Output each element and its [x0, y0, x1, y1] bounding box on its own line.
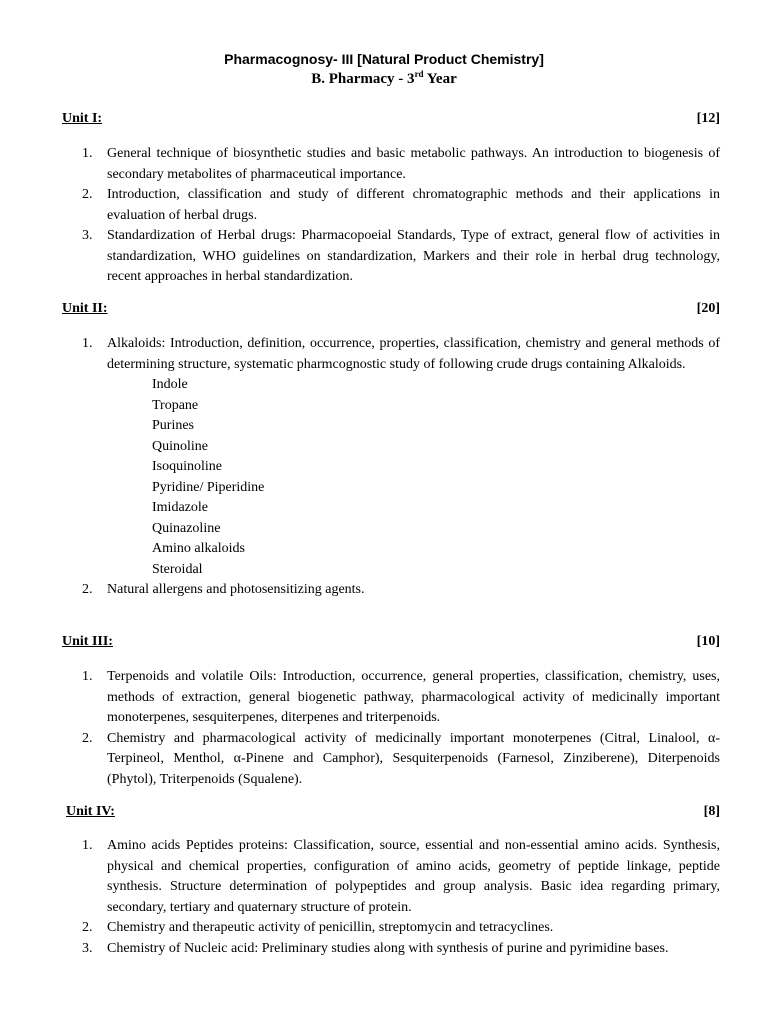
alkaloid-type: Amino alkaloids: [152, 541, 245, 556]
item-number: 2.: [82, 730, 93, 746]
item-number: 2.: [82, 582, 93, 597]
alkaloid-type: Pyridine/ Piperidine: [152, 479, 265, 495]
alkaloid-type: Purines: [152, 418, 194, 433]
item-number: 2.: [82, 187, 93, 202]
list-item: [62, 836, 720, 918]
subtitle-main: B. Pharmacy - 3: [311, 71, 415, 87]
subtitle-end: Year: [423, 71, 457, 87]
list-item: [62, 580, 720, 601]
alkaloid-type: Quinazoline: [152, 520, 221, 536]
list-item: [62, 939, 720, 960]
unit-3-section: [62, 633, 720, 790]
item-text: Alkaloids: Introduction, definition, occurrence, properties, classification, chemistry and general methods of determining structure, systematic pharmcognostic study of following crude drugs containing Alkaloids.: [107, 336, 720, 372]
item-text: Natural allergens and photosensitizing agents.: [107, 582, 365, 597]
item-number: 2.: [82, 920, 93, 935]
unit-hours: [12]: [696, 111, 720, 126]
alkaloid-type: Steroidal: [152, 561, 203, 577]
unit-3-heading: [62, 633, 720, 651]
list-item: [62, 334, 720, 580]
unit-2-section: [62, 300, 720, 601]
document-title: Pharmacognosy- III [Natural Product Chemistry]: [224, 51, 544, 67]
unit-4-section: [66, 803, 720, 959]
unit-1-heading: [62, 110, 720, 128]
unit-title: Unit I:: [62, 111, 103, 126]
unit-4-heading: [66, 803, 720, 821]
item-number: 1.: [82, 838, 93, 853]
alkaloid-type: Quinoline: [152, 438, 208, 454]
alkaloid-type: Isoquinoline: [152, 459, 222, 474]
unit-hours: [8]: [703, 804, 720, 819]
list-item: [62, 667, 720, 729]
alkaloid-types-list: [107, 375, 720, 580]
unit-1-section: [62, 110, 720, 288]
item-text: Introduction, classification and study of different chromatographic methods and their applications in evaluation of herbal drugs.: [107, 187, 720, 223]
item-number: 1.: [82, 146, 93, 161]
list-item: [62, 185, 720, 226]
list-item: [62, 226, 720, 288]
alkaloid-type: Imidazole: [152, 500, 208, 515]
item-text: Standardization of Herbal drugs: Pharmacopoeial Standards, Type of extract, general flow of activities in standardization, WHO guidelines on standardization, Markers and their role in herbal drug technology, recent approaches in herbal standardization.: [107, 228, 720, 284]
list-item: [62, 918, 720, 939]
item-number: 3.: [82, 228, 93, 243]
item-text: Chemistry and pharmacological activity of medicinally important monoterpenes (Citral, Linalool, α-Terpineol, Menthol, α-Pinene and Camphor), Sesquiterpenoids (Farnesol, Zinziberene), Diterpenoids (Phytol), Triterpenoids (Squalene).: [107, 730, 720, 787]
alkaloid-type: Indole: [152, 377, 188, 392]
unit-title: Unit III:: [62, 634, 113, 649]
unit-4-list: [62, 836, 720, 959]
unit-1-list: [62, 144, 720, 288]
item-text: Amino acids Peptides proteins: Classification, source, essential and non-essential amino acids. Synthesis, physical and chemical properties, configuration of amino acids, geometry of peptide linkage, peptide synthesis. Structure determination of polypeptides and group analysis. Basic idea regarding primary, secondary, tertiary and quaternary structure of protein.: [107, 838, 720, 915]
unit-2-heading: [62, 300, 720, 318]
item-number: 1.: [82, 336, 93, 351]
item-number: 1.: [82, 669, 93, 684]
unit-2-list: [62, 334, 720, 601]
unit-title: Unit II:: [62, 301, 108, 316]
unit-3-list: [62, 667, 720, 790]
item-text: Terpenoids and volatile Oils: Introduction, occurrence, general properties, classification, chemistry, uses, methods of extraction, general biogenetic pathway, pharmacological activity of medicinally important monoterpenes, sesquiterpenes, diterpenes and triterpenoids.: [107, 669, 720, 725]
unit-hours: [20]: [696, 301, 720, 316]
document-header: [0, 50, 768, 90]
document-subtitle: [0, 68, 768, 90]
item-text: Chemistry of Nucleic acid: Preliminary studies along with synthesis of purine and pyrimidine bases.: [107, 940, 669, 956]
item-text: General technique of biosynthetic studies and basic metabolic pathways. An introduction to biogenesis of secondary metabolites of pharmaceutical importance.: [107, 146, 720, 182]
list-item: [62, 729, 720, 791]
unit-title: Unit IV:: [66, 804, 115, 819]
subtitle-superscript: rd: [414, 69, 424, 79]
alkaloid-type: Tropane: [152, 397, 199, 413]
list-item: [62, 144, 720, 185]
item-text: Chemistry and therapeutic activity of penicillin, streptomycin and tetracyclines.: [107, 920, 554, 935]
unit-hours: [10]: [696, 634, 720, 649]
item-number: 3.: [82, 940, 93, 956]
